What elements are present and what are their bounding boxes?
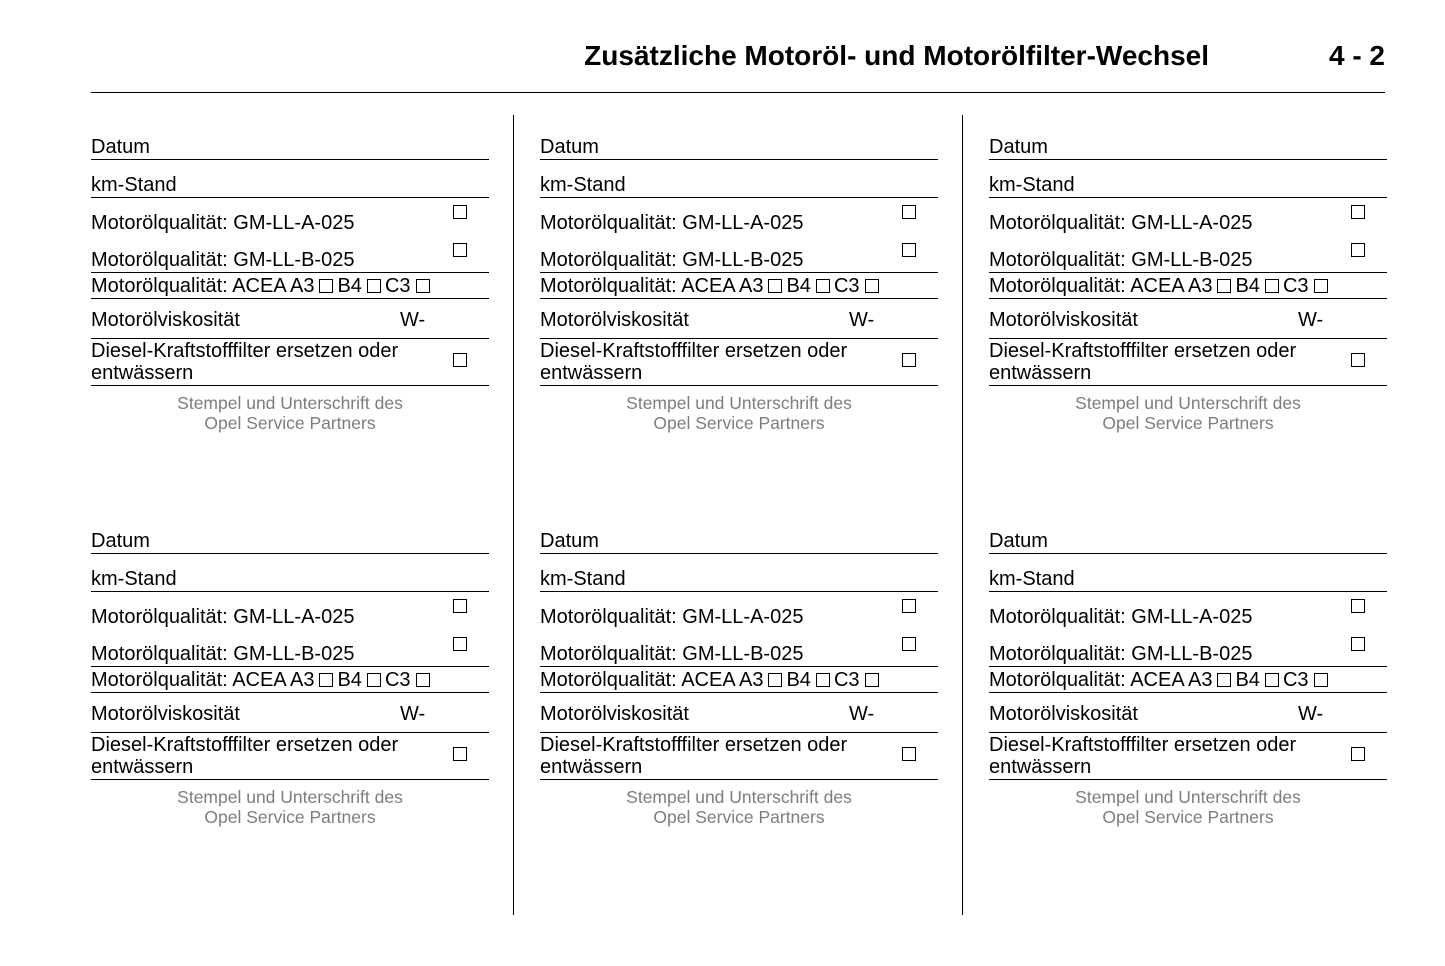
datum-field[interactable] [91,122,489,160]
acea-row [540,666,938,693]
acea-a3-checkbox[interactable] [1217,279,1231,293]
quality-b-row [91,235,489,273]
diesel-line-2: entwässern [540,362,643,384]
datum-label: Datum [540,136,599,158]
diesel-line-1: Diesel-Kraftstofffilter ersetzen oder [989,340,1297,362]
quality-b-checkbox[interactable] [902,637,916,651]
datum-field[interactable] [540,122,938,160]
km-stand-field[interactable] [91,553,489,592]
acea-b4-label: B4 [1235,669,1260,691]
diesel-line-1: Diesel-Kraftstofffilter ersetzen oder [540,340,848,362]
acea-c3-label: C3 [833,275,860,297]
quality-a-checkbox[interactable] [1351,205,1365,219]
datum-label: Datum [91,136,150,158]
stamp-line-2: Opel Service Partners [653,412,825,433]
column-divider [513,115,514,915]
stamp-line-2: Opel Service Partners [653,806,825,827]
diesel-filter-row [989,338,1387,386]
acea-row [91,272,489,299]
quality-a-checkbox[interactable] [453,599,467,613]
diesel-line-1: Diesel-Kraftstofffilter ersetzen oder [91,734,399,756]
viscosity-label: Motorölviskosität [91,703,240,725]
page-title: Zusätzliche Motoröl- und Motorölfilter-Wechsel [584,40,1209,71]
km-stand-label: km-Stand [540,174,626,196]
stamp-caption [91,788,489,827]
acea-label: Motorölqualität: ACEA A3 [91,669,315,691]
acea-a3-checkbox[interactable] [768,279,782,293]
acea-b4-label: B4 [1235,275,1260,297]
acea-b4-label: B4 [786,275,811,297]
acea-line [989,669,1332,691]
quality-b-label: Motorölqualität: GM-LL-B-025 [989,643,1253,665]
diesel-line-1: Diesel-Kraftstofffilter ersetzen oder [91,340,399,362]
quality-a-checkbox[interactable] [1351,599,1365,613]
acea-b4-checkbox[interactable] [1265,673,1279,687]
column-divider [962,115,963,915]
viscosity-row[interactable] [91,298,489,339]
quality-b-checkbox[interactable] [453,637,467,651]
stamp-line-2: Opel Service Partners [204,412,376,433]
acea-row [989,666,1387,693]
acea-a3-checkbox[interactable] [768,673,782,687]
acea-row [91,666,489,693]
viscosity-label: Motorölviskosität [540,703,689,725]
viscosity-unit: W- [400,703,426,725]
diesel-filter-checkbox[interactable] [453,353,467,367]
acea-c3-checkbox[interactable] [865,279,879,293]
viscosity-row[interactable] [540,298,938,339]
diesel-filter-row [91,338,489,386]
diesel-filter-checkbox[interactable] [1351,353,1365,367]
diesel-filter-label [540,734,847,778]
datum-field[interactable] [91,516,489,554]
acea-a3-checkbox[interactable] [319,673,333,687]
quality-a-checkbox[interactable] [453,205,467,219]
diesel-line-2: entwässern [989,756,1092,778]
quality-a-checkbox[interactable] [902,205,916,219]
datum-label: Datum [91,530,150,552]
datum-label: Datum [989,530,1048,552]
quality-b-row [91,629,489,667]
acea-c3-label: C3 [833,669,860,691]
acea-line [91,275,434,297]
service-record-card [989,0,1387,433]
viscosity-label: Motorölviskosität [91,309,240,331]
acea-c3-label: C3 [1282,275,1309,297]
quality-b-checkbox[interactable] [1351,637,1365,651]
viscosity-row[interactable] [989,692,1387,733]
acea-a3-checkbox[interactable] [319,279,333,293]
quality-a-row [989,197,1387,235]
km-stand-field[interactable] [91,159,489,198]
quality-a-label: Motorölqualität: GM-LL-A-025 [989,212,1253,234]
stamp-line-1: Stempel und Unterschrift des [177,393,403,413]
quality-a-row [989,591,1387,629]
quality-b-label: Motorölqualität: GM-LL-B-025 [540,249,804,271]
acea-c3-label: C3 [384,669,411,691]
acea-line [540,669,883,691]
datum-field[interactable] [540,516,938,554]
acea-b4-checkbox[interactable] [816,673,830,687]
diesel-line-2: entwässern [989,362,1092,384]
viscosity-unit: W- [1298,703,1324,725]
service-record-card [540,0,938,433]
quality-a-row [540,591,938,629]
quality-b-label: Motorölqualität: GM-LL-B-025 [91,643,355,665]
km-stand-label: km-Stand [540,568,626,590]
viscosity-unit: W- [849,309,875,331]
diesel-line-2: entwässern [91,756,194,778]
stamp-caption [540,788,938,827]
acea-a3-checkbox[interactable] [1217,673,1231,687]
viscosity-label: Motorölviskosität [989,703,1138,725]
stamp-line-2: Opel Service Partners [204,806,376,827]
quality-b-row [540,629,938,667]
acea-label: Motorölqualität: ACEA A3 [540,275,764,297]
quality-a-label: Motorölqualität: GM-LL-A-025 [989,606,1253,628]
quality-b-label: Motorölqualität: GM-LL-B-025 [989,249,1253,271]
viscosity-unit: W- [400,309,426,331]
km-stand-label: km-Stand [91,568,177,590]
diesel-filter-row [540,732,938,780]
viscosity-unit: W- [849,703,875,725]
quality-b-row [989,629,1387,667]
km-stand-field[interactable] [540,159,938,198]
diesel-line-2: entwässern [91,362,194,384]
stamp-line-2: Opel Service Partners [1102,412,1274,433]
diesel-line-1: Diesel-Kraftstofffilter ersetzen oder [540,734,848,756]
diesel-filter-checkbox[interactable] [902,353,916,367]
acea-b4-checkbox[interactable] [367,279,381,293]
acea-row [540,272,938,299]
acea-label: Motorölqualität: ACEA A3 [989,275,1213,297]
quality-b-row [540,235,938,273]
acea-line [989,275,1332,297]
diesel-filter-row [91,732,489,780]
viscosity-unit: W- [1298,309,1324,331]
diesel-filter-checkbox[interactable] [902,747,916,761]
acea-b4-checkbox[interactable] [1265,279,1279,293]
datum-field[interactable] [989,516,1387,554]
acea-c3-checkbox[interactable] [1314,673,1328,687]
km-stand-label: km-Stand [989,568,1075,590]
viscosity-row[interactable] [91,692,489,733]
km-stand-field[interactable] [540,553,938,592]
viscosity-row[interactable] [540,692,938,733]
datum-label: Datum [989,136,1048,158]
acea-label: Motorölqualität: ACEA A3 [540,669,764,691]
diesel-filter-label [989,340,1296,384]
acea-line [540,275,883,297]
acea-label: Motorölqualität: ACEA A3 [989,669,1213,691]
quality-b-row [989,235,1387,273]
diesel-filter-label [91,340,398,384]
acea-c3-checkbox[interactable] [1314,279,1328,293]
stamp-line-1: Stempel und Unterschrift des [177,787,403,807]
stamp-line-1: Stempel und Unterschrift des [1075,393,1301,413]
datum-label: Datum [540,530,599,552]
acea-row [989,272,1387,299]
quality-b-checkbox[interactable] [902,243,916,257]
quality-a-label: Motorölqualität: GM-LL-A-025 [91,606,355,628]
km-stand-label: km-Stand [91,174,177,196]
quality-a-label: Motorölqualität: GM-LL-A-025 [91,212,355,234]
quality-a-row [91,197,489,235]
stamp-caption [989,788,1387,827]
diesel-filter-checkbox[interactable] [453,747,467,761]
diesel-filter-row [989,732,1387,780]
acea-label: Motorölqualität: ACEA A3 [91,275,315,297]
quality-a-checkbox[interactable] [902,599,916,613]
diesel-line-2: entwässern [540,756,643,778]
diesel-line-1: Diesel-Kraftstofffilter ersetzen oder [989,734,1297,756]
service-record-card [989,394,1387,827]
service-record-card [540,394,938,827]
viscosity-label: Motorölviskosität [540,309,689,331]
acea-b4-label: B4 [786,669,811,691]
quality-a-row [540,197,938,235]
stamp-line-1: Stempel und Unterschrift des [1075,787,1301,807]
stamp-line-2: Opel Service Partners [1102,806,1274,827]
km-stand-field[interactable] [989,159,1387,198]
quality-a-row [91,591,489,629]
km-stand-label: km-Stand [989,174,1075,196]
quality-b-label: Motorölqualität: GM-LL-B-025 [540,643,804,665]
km-stand-field[interactable] [989,553,1387,592]
service-record-card [91,0,489,433]
page-number: 4 - 2 [1328,40,1385,71]
diesel-filter-checkbox[interactable] [1351,747,1365,761]
acea-b4-label: B4 [337,669,362,691]
diesel-filter-label [91,734,398,778]
acea-c3-checkbox[interactable] [416,279,430,293]
service-record-card [91,394,489,827]
acea-b4-checkbox[interactable] [367,673,381,687]
diesel-filter-label [540,340,847,384]
acea-c3-label: C3 [1282,669,1309,691]
diesel-filter-label [989,734,1296,778]
viscosity-row[interactable] [989,298,1387,339]
acea-b4-label: B4 [337,275,362,297]
stamp-line-1: Stempel und Unterschrift des [626,393,852,413]
diesel-filter-row [540,338,938,386]
datum-field[interactable] [989,122,1387,160]
quality-b-label: Motorölqualität: GM-LL-B-025 [91,249,355,271]
quality-a-label: Motorölqualität: GM-LL-A-025 [540,606,804,628]
quality-b-checkbox[interactable] [453,243,467,257]
acea-b4-checkbox[interactable] [816,279,830,293]
acea-line [91,669,434,691]
quality-b-checkbox[interactable] [1351,243,1365,257]
stamp-line-1: Stempel und Unterschrift des [626,787,852,807]
quality-a-label: Motorölqualität: GM-LL-A-025 [540,212,804,234]
viscosity-label: Motorölviskosität [989,309,1138,331]
acea-c3-checkbox[interactable] [416,673,430,687]
acea-c3-checkbox[interactable] [865,673,879,687]
acea-c3-label: C3 [384,275,411,297]
